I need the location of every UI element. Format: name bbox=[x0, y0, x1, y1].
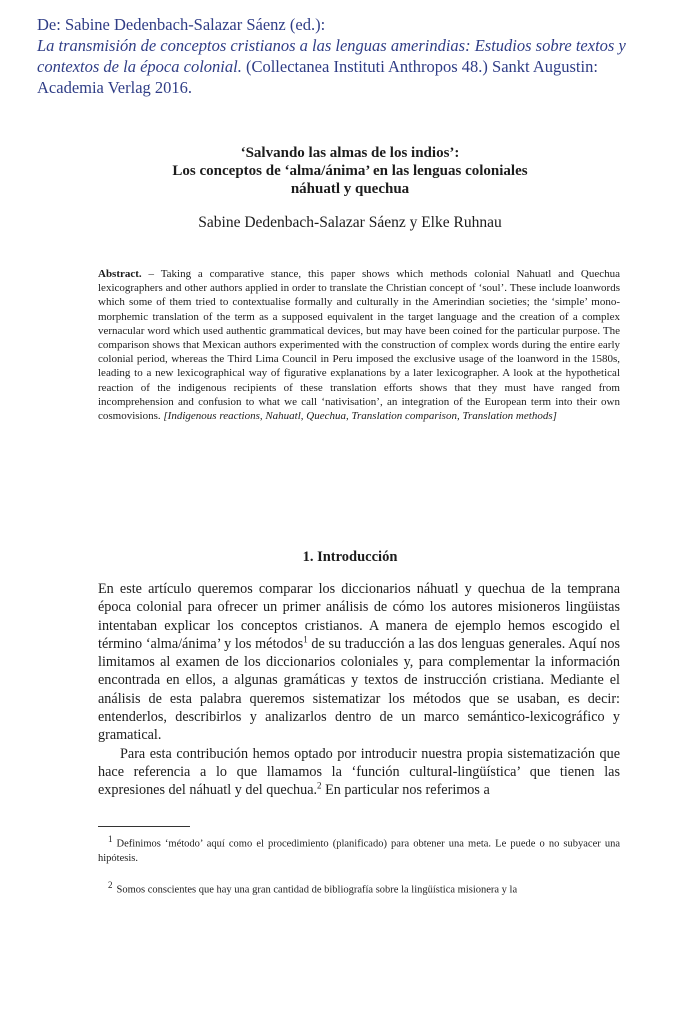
paragraph-1-part-b: de su traducción a las dos lenguas generales. Aquí nos limitamos al examen de los diccionarios coloniales y, para complementar la información encontrada en ellos, a algunas gramáticas y textos de instrucción cristiana. Mediante el análisis de esta palabra queremos sistematizar los métodos que se usaban, es decir: entenderlos, describirlos y analizarlos dentro de un marco semántico-lexicográfico y gramatical. bbox=[98, 635, 620, 744]
footnote-1-text: Definimos ‘método’ aquí como el procedimiento (planificado) para obtener una meta. Le puede o no subyacer una hipótesis. bbox=[98, 838, 620, 864]
abstract-label: Abstract. bbox=[98, 268, 142, 280]
paragraph-1 bbox=[98, 580, 620, 745]
citation-book-line bbox=[37, 35, 667, 98]
article-title-line-1: ‘Salvando las almas de los indios’: bbox=[240, 145, 460, 161]
footnote-2-text: Somos conscientes que hay una gran cantidad de bibliografía sobre la lingüística misionera y la bbox=[116, 884, 518, 896]
article-title-line-2: Los conceptos de ‘alma/ánima’ en las lenguas coloniales bbox=[172, 163, 528, 179]
article-title-line-3: náhuatl y quechua bbox=[290, 181, 410, 197]
paragraph-1-part-a: En este artículo queremos comparar los diccionarios náhuatl y quechua de la temprana época colonial para ofrecer un primer análisis de cómo los autores misioneros lingüistas intentaban explicar los conceptos cristianos. A manera de ejemplo hemos escogido el término ‘alma/ánima’ y los métodos bbox=[98, 581, 620, 652]
footnote-1-mark: 1 bbox=[108, 834, 113, 844]
footnote-2 bbox=[98, 878, 620, 898]
paragraph-2-part-b: En particular nos referimos a bbox=[321, 782, 490, 799]
footnote-ref-1[interactable]: 1 bbox=[303, 634, 308, 645]
paragraph-2-part-a: Para esta contribución hemos optado por introducir nuestra propia sistematización que hace referencia a lo que llamamos la ‘función cultural-lingüística’ que tienen las expresiones del náhuatl y del quechua. bbox=[98, 745, 620, 799]
paragraph-2 bbox=[98, 745, 620, 800]
abstract-block bbox=[98, 267, 620, 423]
footnote-divider bbox=[98, 826, 190, 827]
abstract-text: – Taking a comparative stance, this paper shows which methods colonial Nahuatl and Quechua lexicographers and other authors applied in order to translate the Christian concept of ‘soul’. These include loanwords which some of them tried to contextualise formally and culturally in the Amerindian societies; the ‘simple’ mono-morphemic translation of the term as a supposed equivalent in the target language and the creation of a complex vernacular word which used authentic grammatical devices, but may have been coined for the particular purpose. The comparison shows that Mexican authors experimented with the construction of complex words during the entire early colonial period, whereas the Third Lima Council in Peru imposed the exclusive usage of the loanword in the 1580s, leading to a new lexicographical way of figurative explanations by a later lexicographer. A look at the hypothetical reaction of the indigenous recipients of these translation efforts shows that they must have ranged from incomprehension and confusion to what we call ‘nativisation’, an integration of the European term into their own cosmovisions. bbox=[98, 268, 620, 423]
citation-book-title: La transmisión de conceptos cristianos a las lenguas amerindias: Estudios sobre textos y contextos de la época colonial. bbox=[37, 36, 626, 76]
citation-header bbox=[37, 14, 667, 98]
citation-editor-line: De: Sabine Dedenbach-Salazar Sáenz (ed.): bbox=[37, 15, 326, 34]
abstract-keywords: [Indigenous reactions, Nahuatl, Quechua, Translation comparison, Translation methods] bbox=[160, 410, 557, 423]
footnote-2-mark: 2 bbox=[108, 880, 113, 890]
section-heading: 1. Introducción bbox=[302, 549, 398, 565]
citation-series: (Collectanea Instituti Anthropos 48.) Sankt Augustin: Academia Verlag 2016. bbox=[37, 57, 598, 97]
footnote-ref-2[interactable]: 2 bbox=[317, 780, 322, 791]
article-authors: Sabine Dedenbach-Salazar Sáenz y Elke Ruhnau bbox=[198, 214, 502, 231]
article-title bbox=[60, 144, 640, 198]
footnote-1 bbox=[98, 832, 620, 866]
body-text bbox=[98, 580, 620, 800]
